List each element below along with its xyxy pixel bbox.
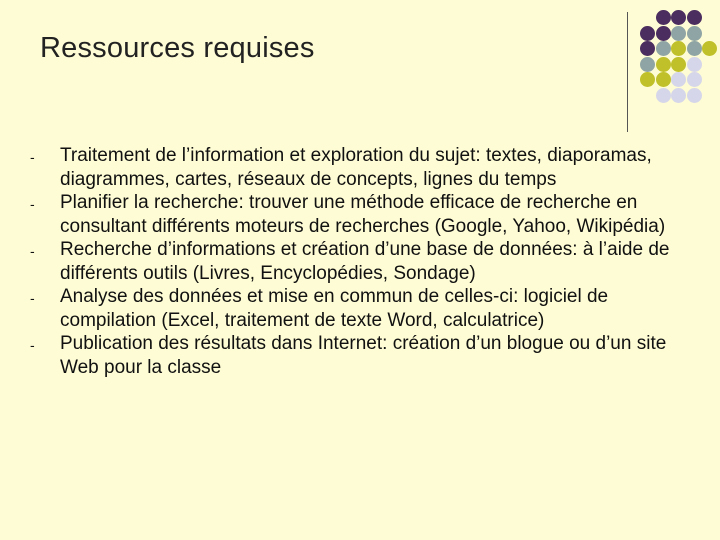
decorative-dot — [656, 72, 671, 87]
decorative-dot — [687, 10, 702, 25]
decorative-dot — [671, 26, 686, 41]
bullet-item — [30, 191, 680, 238]
decorative-dot — [640, 26, 655, 41]
bullet-list — [30, 144, 680, 379]
decorative-dot — [671, 88, 686, 103]
decorative-dot — [671, 57, 686, 72]
decorative-dot — [656, 88, 671, 103]
decorative-dot — [640, 41, 655, 56]
bullet-marker: - — [30, 337, 35, 353]
decorative-dot — [671, 10, 686, 25]
decorative-dot — [702, 41, 717, 56]
decorative-dot — [656, 41, 671, 56]
decorative-dot — [687, 88, 702, 103]
bullet-item — [30, 144, 680, 191]
bullet-marker: - — [30, 149, 35, 165]
bullet-text: Analyse des données et mise en commun de celles-ci: logiciel de compilation (Excel, traitement de texte Word, calculatrice) — [60, 286, 609, 331]
decorative-dot — [656, 26, 671, 41]
bullet-text: Publication des résultats dans Internet: création d’un blogue ou d’un site Web pour la classe — [60, 333, 667, 378]
bullet-text: Traitement de l’information et exploration du sujet: textes, diaporamas, diagrammes, cartes, réseaux de concepts, lignes du temps — [60, 145, 652, 190]
bullet-marker: - — [30, 243, 35, 259]
decorative-divider — [627, 12, 628, 132]
decorative-dot — [671, 41, 686, 56]
bullet-marker: - — [30, 196, 35, 212]
decorative-dot — [687, 57, 702, 72]
decorative-dot — [656, 10, 671, 25]
decorative-dot — [656, 57, 671, 72]
decorative-dot — [687, 72, 702, 87]
bullet-item — [30, 285, 680, 332]
bullet-item — [30, 332, 680, 379]
decorative-dot — [687, 26, 702, 41]
decorative-dot — [687, 41, 702, 56]
bullet-item — [30, 238, 680, 285]
bullet-marker: - — [30, 290, 35, 306]
decorative-dot — [640, 72, 655, 87]
decorative-dot — [671, 72, 686, 87]
bullet-text: Recherche d’informations et création d’une base de données: à l’aide de différents outils (Livres, Encyclopédies, Sondage) — [60, 239, 670, 284]
decorative-dot — [640, 57, 655, 72]
slide-title: Ressources requises — [40, 32, 315, 64]
bullet-text: Planifier la recherche: trouver une méthode efficace de recherche en consultant différents moteurs de recherches (Google, Yahoo, Wikipédia) — [60, 192, 666, 237]
